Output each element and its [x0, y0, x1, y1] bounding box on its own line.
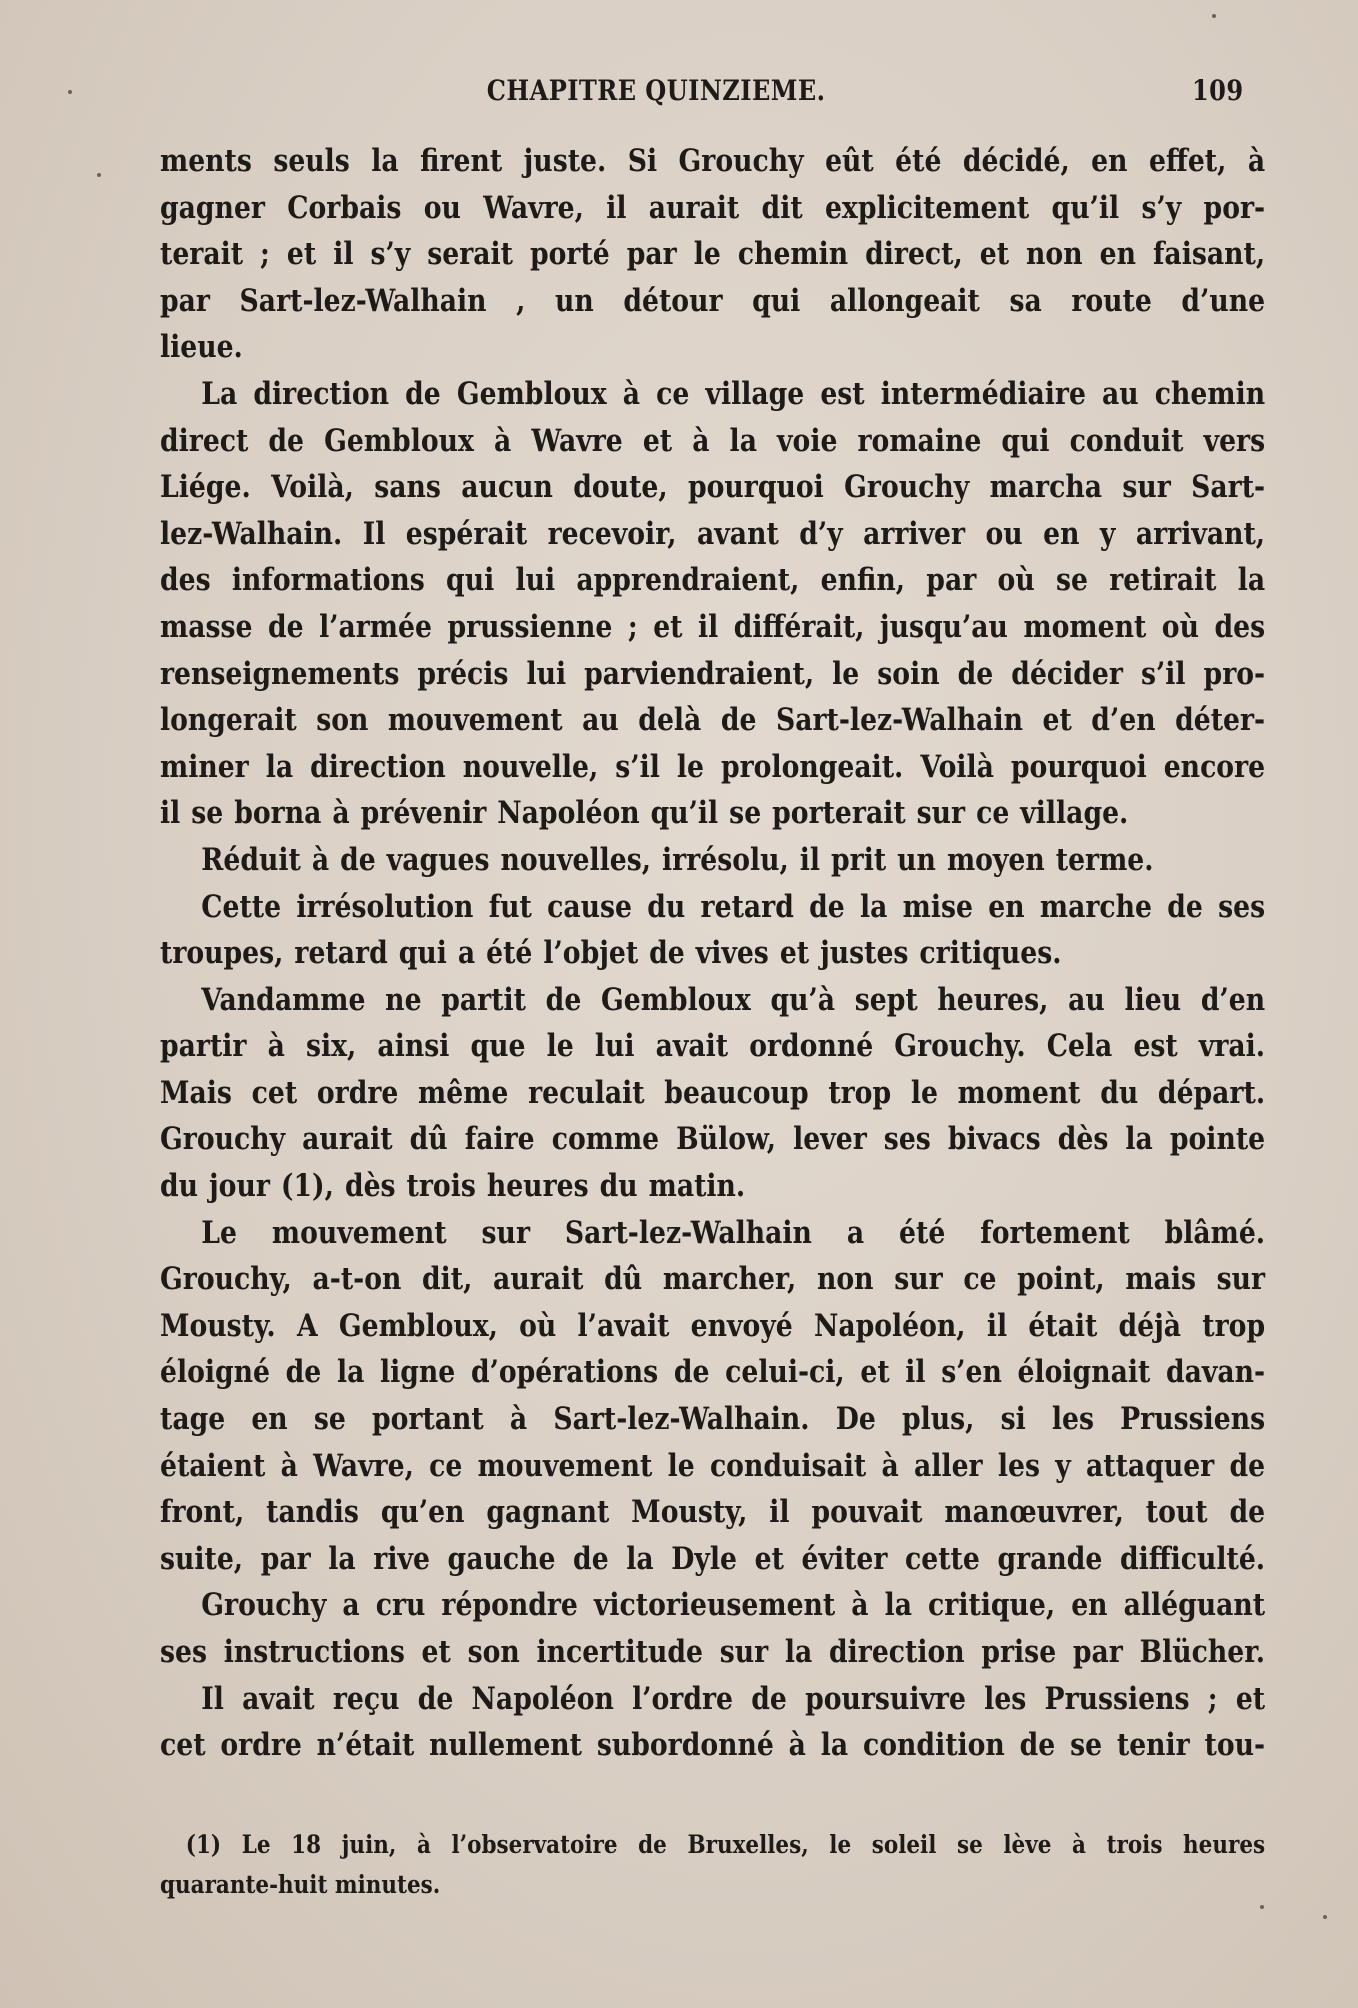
footnote-line: (1) Le 18 juin, à l’observatoire de Bruxelles, le soleil se lève à trois heures [185, 1830, 1266, 1859]
paper-speck [97, 173, 101, 177]
text-line: Grouchy aurait dû faire comme Bülow, lever ses bivacs dès la pointe [160, 1121, 1266, 1158]
text-line: miner la direction nouvelle, s’il le prolongeait. Voilà pourquoi encore [160, 748, 1266, 785]
text-line: Mousty. A Gembloux, où l’avait envoyé Napoléon, il était déjà trop [160, 1307, 1266, 1344]
text-line: du jour (1), dès trois heures du matin. [160, 1168, 746, 1205]
footnote-line: quarante-huit minutes. [160, 1870, 441, 1899]
text-line: direct de Gembloux à Wavre et à la voie romaine qui conduit vers [160, 422, 1266, 459]
text-line: gagner Corbais ou Wavre, il aurait dit explicitement qu’il s’y por- [160, 189, 1266, 226]
text-line: Cette irrésolution fut cause du retard de la mise en marche de ses [201, 888, 1266, 925]
text-line: cet ordre n’était nullement subordonné à la condition de se tenir tou- [160, 1727, 1266, 1764]
text-line: partir à six, ainsi que le lui avait ordonné Grouchy. Cela est vrai. [160, 1028, 1266, 1065]
paper-speck [1260, 1905, 1264, 1909]
body-text [160, 138, 1265, 1769]
text-line: suite, par la rive gauche de la Dyle et éviter cette grande difficulté. [160, 1540, 1266, 1577]
text-line: Mais cet ordre même reculait beaucoup trop le moment du départ. [160, 1074, 1266, 1111]
text-line: lez-Walhain. Il espérait recevoir, avant d’y arriver ou en y arrivant, [160, 515, 1266, 552]
text-line: étaient à Wavre, ce mouvement le conduisait à aller les y attaquer de [160, 1447, 1266, 1484]
text-line: des informations qui lui apprendraient, enfin, par où se retirait la [160, 562, 1266, 599]
text-line: lieue. [160, 329, 243, 366]
page-number: 109 [1192, 74, 1244, 107]
text-line: troupes, retard qui a été l’objet de vives et justes critiques. [160, 935, 1062, 972]
text-line: masse de l’armée prussienne ; et il différait, jusqu’au moment où des [160, 608, 1266, 645]
text-line: front, tandis qu’en gagnant Mousty, il pouvait manœuvrer, tout de [160, 1494, 1266, 1531]
text-line: éloigné de la ligne d’opérations de celui-ci, et il s’en éloignait davan- [160, 1354, 1266, 1391]
paper-speck [1323, 1915, 1327, 1919]
running-head [160, 70, 1244, 114]
text-line: terait ; et il s’y serait porté par le chemin direct, et non en faisant, [160, 236, 1266, 273]
text-line: Vandamme ne partit de Gembloux qu’à sept heures, au lieu d’en [201, 981, 1266, 1018]
text-line: longerait son mouvement au delà de Sart-lez-Walhain et d’en déter- [160, 702, 1266, 739]
text-line: renseignements précis lui parviendraient, le soin de décider s’il pro- [160, 655, 1266, 692]
text-line: par Sart-lez-Walhain , un détour qui allongeait sa route d’une [160, 282, 1266, 319]
paper-speck [68, 90, 72, 94]
text-line: Grouchy a cru répondre victorieusement à la critique, en alléguant [201, 1587, 1266, 1624]
text-line: La direction de Gembloux à ce village est intermédiaire au chemin [201, 375, 1266, 412]
text-line: Réduit à de vagues nouvelles, irrésolu, il prit un moyen terme. [201, 841, 1154, 878]
text-line: ses instructions et son incertitude sur la direction prise par Blücher. [160, 1634, 1266, 1670]
text-line: ments seuls la firent juste. Si Grouchy eût été décidé, en effet, à [160, 143, 1266, 179]
text-line: tage en se portant à Sart-lez-Walhain. De plus, si les Prussiens [160, 1401, 1266, 1438]
text-line: Grouchy, a-t-on dit, aurait dû marcher, non sur ce point, mais sur [160, 1261, 1266, 1298]
paper-speck [1212, 14, 1216, 18]
running-title: CHAPITRE QUINZIEME. [486, 74, 826, 107]
footnote [160, 1825, 1265, 1905]
text-line: Il avait reçu de Napoléon l’ordre de poursuivre les Prussiens ; et [201, 1680, 1266, 1717]
text-line: Liége. Voilà, sans aucun doute, pourquoi Grouchy marcha sur Sart- [160, 469, 1266, 506]
text-line: il se borna à prévenir Napoléon qu’il se porterait sur ce village. [160, 795, 1129, 832]
text-line: Le mouvement sur Sart-lez-Walhain a été fortement blâmé. [201, 1214, 1266, 1251]
